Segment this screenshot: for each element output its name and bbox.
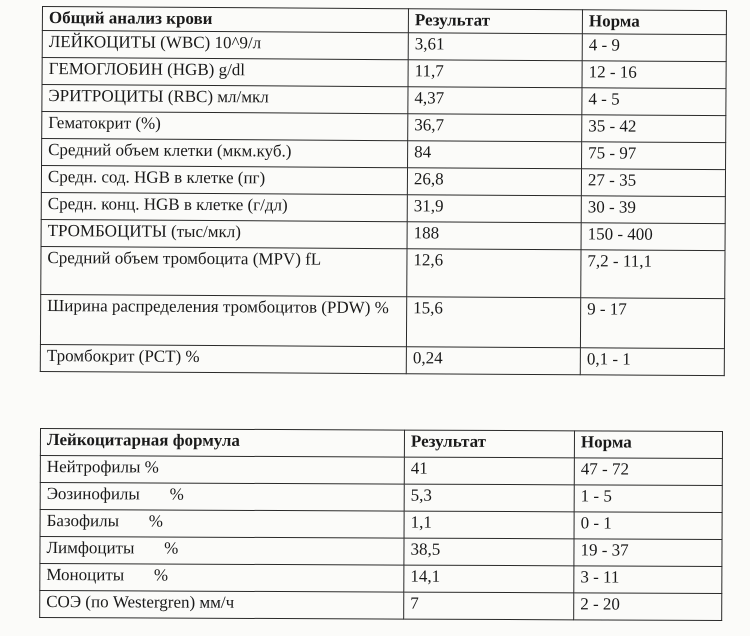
table-row bbox=[40, 456, 722, 486]
row-result: 36,7 bbox=[408, 114, 582, 142]
row-name: Моноциты % bbox=[40, 564, 404, 593]
header-norm: Норма bbox=[574, 431, 722, 459]
row-result: 1,1 bbox=[404, 511, 574, 539]
table-row bbox=[40, 564, 722, 594]
table-row bbox=[42, 58, 726, 89]
header-result: Результат bbox=[408, 9, 582, 34]
row-result: 7 bbox=[404, 592, 574, 620]
table-row bbox=[42, 112, 726, 143]
row-name: Тромбокрит (PCT) % bbox=[40, 344, 406, 373]
row-norm: 75 - 97 bbox=[582, 142, 726, 170]
row-name: Средний объем тромбоцита (MPV) fL bbox=[41, 246, 407, 296]
row-name: ГЕМОГЛОБИН (HGB) g/dl bbox=[42, 58, 408, 87]
row-name: Ширина распределения тромбоцитов (PDW) % bbox=[40, 294, 406, 346]
row-norm: 7,2 - 11,1 bbox=[581, 250, 725, 299]
row-norm: 47 - 72 bbox=[574, 458, 722, 486]
row-result: 15,6 bbox=[406, 297, 580, 348]
row-result: 11,7 bbox=[408, 60, 582, 88]
row-norm: 35 - 42 bbox=[582, 115, 726, 143]
row-name: Нейтрофилы % bbox=[40, 456, 404, 485]
row-norm: 4 - 9 bbox=[582, 34, 726, 62]
table-row bbox=[40, 537, 722, 567]
table-header-row bbox=[40, 429, 722, 459]
row-result: 31,9 bbox=[407, 195, 581, 223]
row-result: 4,37 bbox=[408, 87, 582, 115]
row-result: 41 bbox=[404, 457, 574, 485]
header-name: Лейкоцитарная формула bbox=[40, 429, 404, 458]
row-name: Лимфоциты % bbox=[40, 537, 404, 566]
row-result: 0,24 bbox=[406, 347, 580, 375]
row-norm: 30 - 39 bbox=[581, 196, 725, 224]
row-name: Средн. конц. HGB в клетке (г/дл) bbox=[41, 192, 407, 221]
row-result: 5,3 bbox=[404, 484, 574, 512]
table-row bbox=[41, 219, 725, 250]
table-row bbox=[42, 139, 726, 170]
row-norm: 0,1 - 1 bbox=[580, 348, 724, 376]
row-name: ЭРИТРОЦИТЫ (RBC) мл/мкл bbox=[42, 85, 408, 114]
row-name: ЛЕЙКОЦИТЫ (WBC) 10^9/л bbox=[42, 31, 408, 60]
row-norm: 19 - 37 bbox=[574, 539, 722, 567]
row-result: 84 bbox=[408, 141, 582, 169]
row-name: Эозинофилы % bbox=[40, 483, 404, 512]
table-row bbox=[42, 31, 726, 62]
row-name: Базофилы % bbox=[40, 510, 404, 539]
row-name: Гематокрит (%) bbox=[42, 112, 408, 141]
header-name: Общий анализ крови bbox=[42, 7, 408, 33]
table-row bbox=[42, 85, 726, 116]
row-result: 188 bbox=[407, 222, 581, 250]
header-result: Результат bbox=[404, 430, 574, 458]
row-norm: 27 - 35 bbox=[581, 169, 725, 197]
table-row bbox=[40, 294, 724, 348]
row-norm: 12 - 16 bbox=[582, 61, 726, 89]
leukocyte-formula-table bbox=[39, 428, 723, 621]
row-result: 26,8 bbox=[407, 168, 581, 196]
header-norm: Норма bbox=[582, 10, 726, 35]
row-result: 38,5 bbox=[404, 538, 574, 566]
row-norm: 9 - 17 bbox=[580, 298, 724, 349]
row-name: ТРОМБОЦИТЫ (тыс/мкл) bbox=[41, 219, 407, 248]
table-row bbox=[40, 510, 722, 540]
table-row bbox=[40, 591, 722, 621]
row-norm: 2 - 20 bbox=[574, 593, 722, 621]
row-result: 3,61 bbox=[408, 33, 582, 61]
table-row bbox=[40, 344, 724, 375]
row-name: Средн. сод. HGB в клетке (пг) bbox=[41, 166, 407, 195]
table-row bbox=[41, 166, 725, 197]
row-norm: 3 - 11 bbox=[574, 566, 722, 594]
row-norm: 0 - 1 bbox=[574, 512, 722, 540]
table-row bbox=[41, 192, 725, 223]
table-row bbox=[40, 483, 722, 513]
row-norm: 150 - 400 bbox=[581, 223, 725, 251]
row-norm: 4 - 5 bbox=[582, 88, 726, 116]
row-result: 12,6 bbox=[407, 249, 581, 298]
row-name: СОЭ (по Westergren) мм/ч bbox=[40, 591, 404, 620]
row-result: 14,1 bbox=[404, 565, 574, 593]
table-row bbox=[41, 246, 725, 298]
row-name: Средний объем клетки (мкм.куб.) bbox=[42, 139, 408, 168]
blood-test-table bbox=[40, 6, 727, 376]
row-norm: 1 - 5 bbox=[574, 485, 722, 513]
